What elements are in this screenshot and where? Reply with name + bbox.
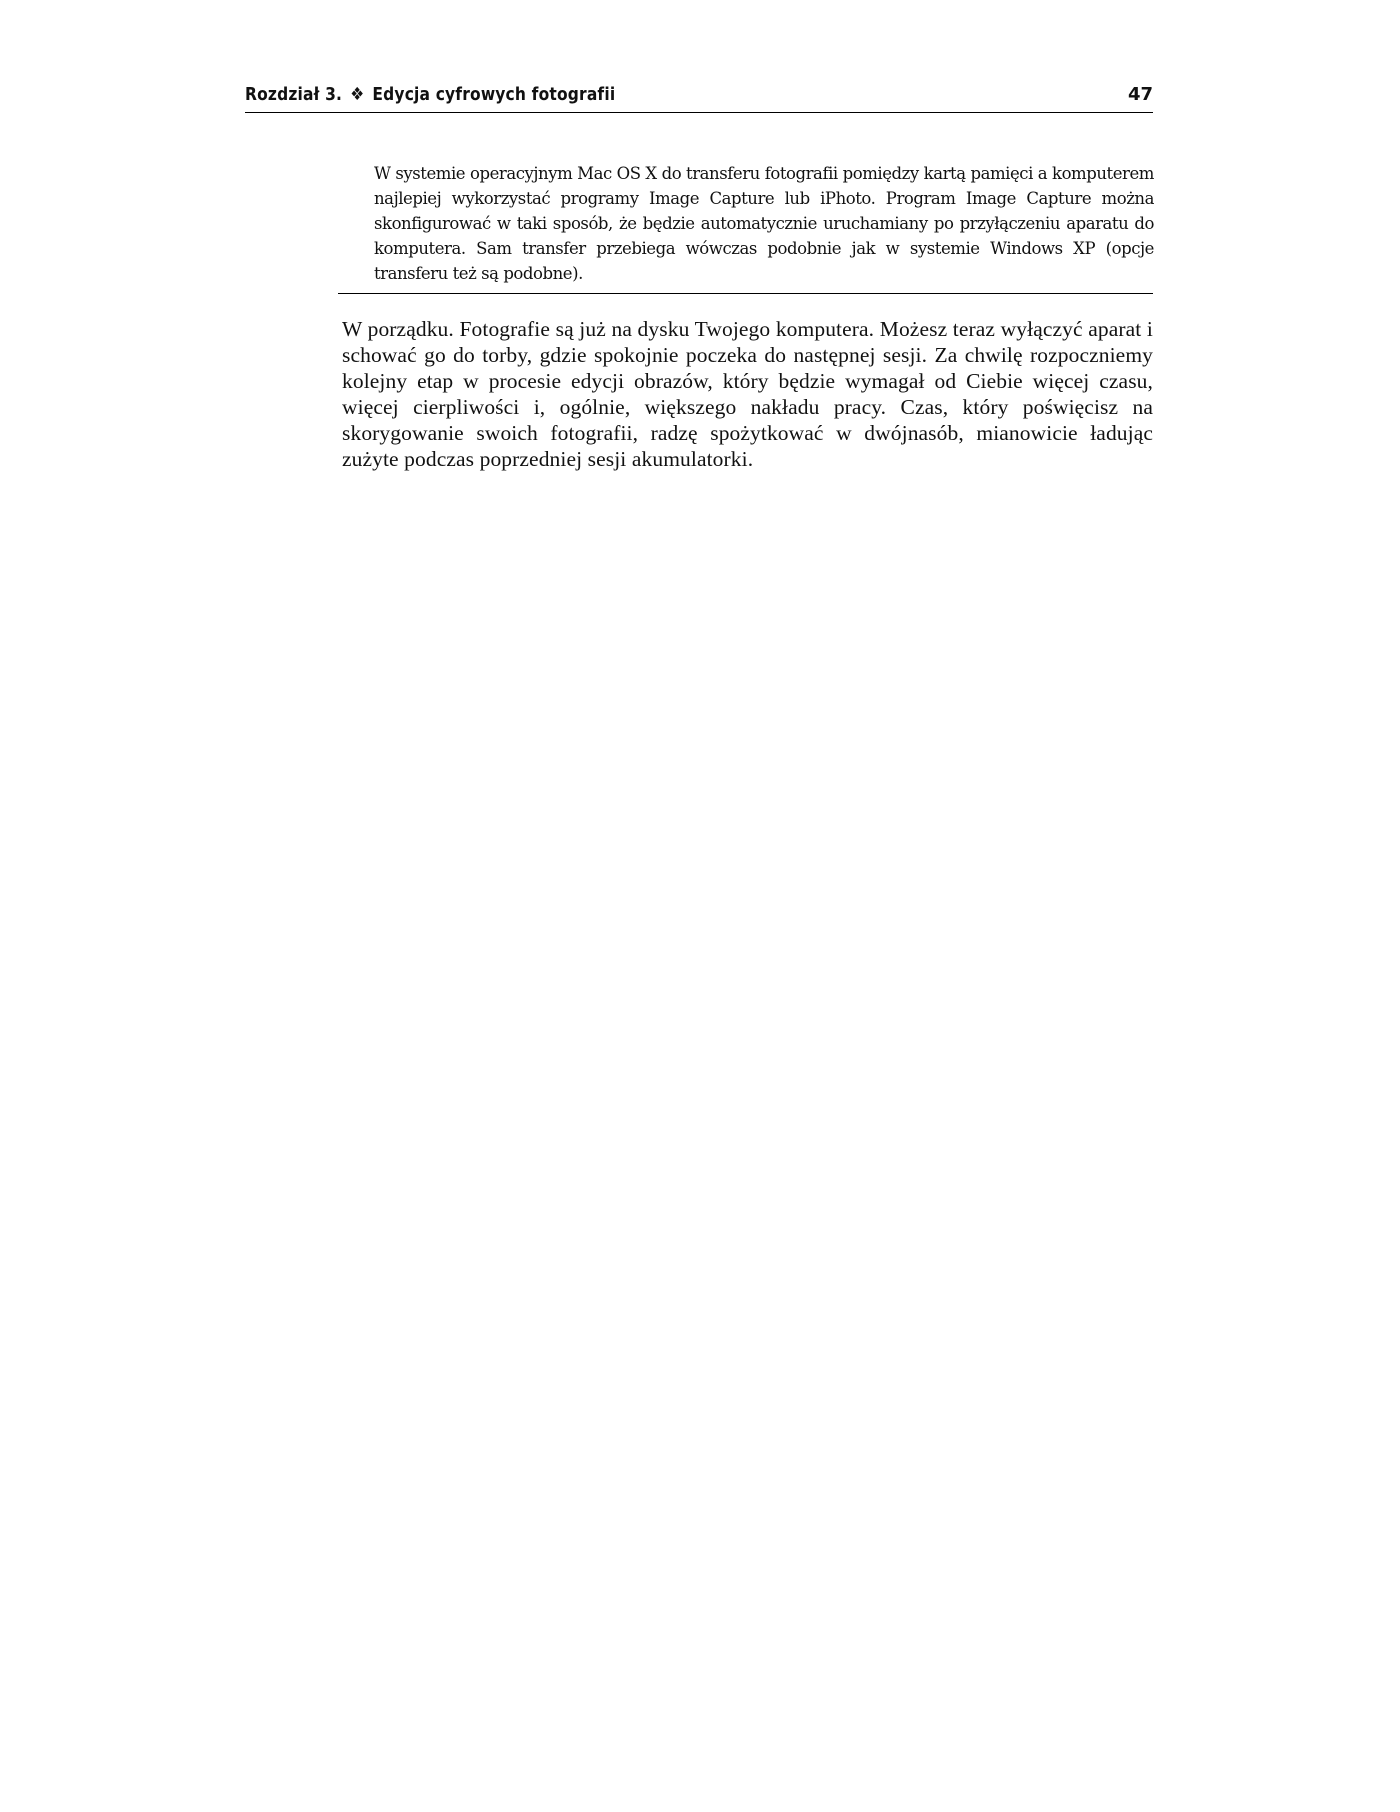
body-paragraph: W porządku. Fotografie są już na dysku Twojego komputera. Możesz teraz wyłączyć aparat i schować go do torby, gdzie spokojnie poczeka do następnej sesji. Za chwilę rozpoczniemy kolejny etap w procesie edycji obrazów, który będzie wymagał od Ciebie więcej czasu, więcej cierpliwości i, ogólnie, większego nakładu pracy. Czas, który poświęcisz na skorygowanie swoich fotografii, radzę spożytkować w dwójnasób, mianowicie ładując zużyte podczas poprzedniej sesji akumulatorki. — [342, 317, 1153, 471]
diamond-icon: ❖ — [350, 84, 365, 105]
note-text: W systemie operacyjnym Mac OS X do transferu fotografii pomiędzy kartą pamięci a komputerem najlepiej wykorzystać programy Image Capture lub iPhoto. Program Image Capture można skonfigurować w taki sposób, że będzie automatycznie uruchamiany po przyłączeniu aparatu do komputera. Sam transfer przebiega wówczas podobnie jak w systemie Windows XP (opcje transferu też są podobne). — [374, 164, 1154, 283]
page-number: 47 — [1127, 84, 1153, 105]
note-box — [338, 161, 1153, 294]
chapter-title: Edycja cyfrowych fotografii — [372, 84, 616, 105]
running-header — [245, 84, 1153, 113]
chapter-label: Rozdział 3. — [245, 84, 343, 105]
chapter-heading — [245, 84, 615, 105]
